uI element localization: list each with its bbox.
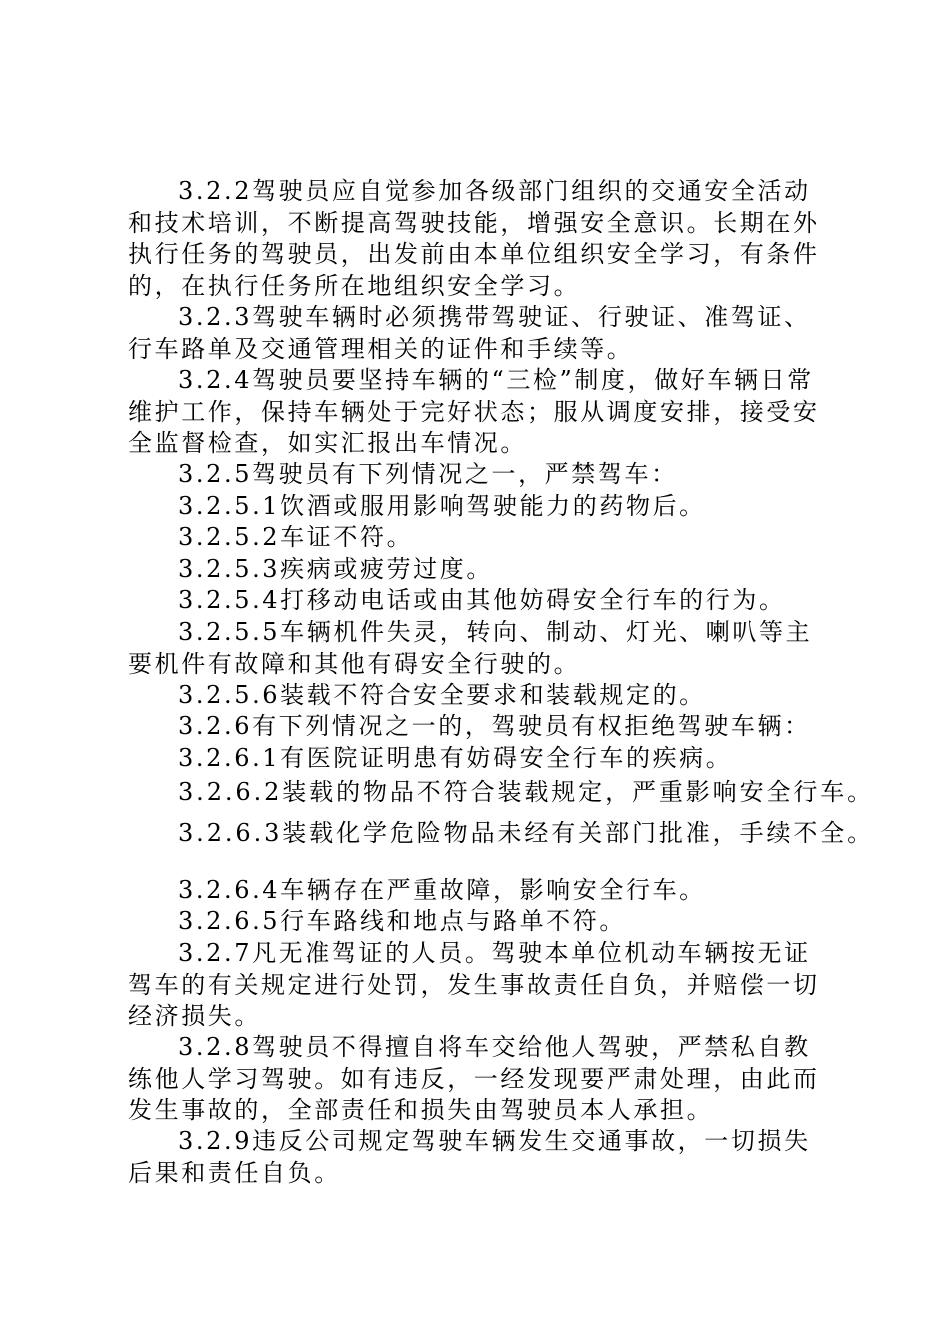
paragraph-3-2-6-1: 3.2.6.1有医院证明患有妨碍安全行车的疾病。	[178, 744, 733, 772]
paragraph-3-2-5: 3.2.5驾驶员有下列情况之一，严禁驾车：	[178, 460, 678, 488]
paragraph-3-2-2: 3.2.2驾驶员应自觉参加各级部门组织的交通安全活动和技术培训，不断提高驾驶技能，增强安全意识。长期在外执行任务的驾驶员，出发前由本单位组织安全学习，有条件的，在执行任务所在地组织安全学习。	[128, 177, 820, 300]
paragraph-3-2-6-4: 3.2.6.4车辆存在严重故障，影响安全行车。	[178, 876, 706, 904]
paragraph-3-2-5-1: 3.2.5.1饮酒或服用影响驾驶能力的药物后。	[178, 492, 706, 520]
paragraph-3-2-6-5: 3.2.6.5行车路线和地点与路单不符。	[178, 907, 626, 935]
paragraph-3-2-5-6: 3.2.5.6装载不符合安全要求和装载规定的。	[178, 681, 706, 709]
paragraph-3-2-5-2: 3.2.5.2车证不符。	[178, 523, 414, 551]
paragraph-3-2-5-5: 3.2.5.5车辆机件失灵，转向、制动、灯光、喇叭等主要机件有故障和其他有碍安全行驶的。	[128, 618, 813, 678]
paragraph-3-2-4: 3.2.4驾驶员要坚持车辆的“三检”制度，做好车辆日常维护工作，保持车辆处于完好状态；服从调度安排，接受安全监督检查，如实汇报出车情况。	[128, 366, 820, 457]
paragraph-3-2-5-4: 3.2.5.4打移动电话或由其他妨碍安全行车的行为。	[178, 586, 786, 614]
paragraph-3-2-9: 3.2.9违反公司规定驾驶车辆发生交通事故，一切损失后果和责任自负。	[128, 1127, 811, 1187]
paragraph-3-2-6: 3.2.6有下列情况之一的，驾驶员有权拒绝驾驶车辆：	[178, 712, 811, 740]
paragraph-3-2-5-3: 3.2.5.3疾病或疲劳过度。	[178, 555, 493, 583]
paragraph-3-2-7: 3.2.7凡无准驾证的人员。驾驶本单位机动车辆按无证驾车的有关规定进行处罚，发生事故责任自负，并赔偿一切经济损失。	[128, 939, 820, 1030]
paragraph-3-2-8: 3.2.8驾驶员不得擅自将车交给他人驾驶，严禁私自教练他人学习驾驶。如有违反，一经发现要严肃处理，由此而发生事故的，全部责任和损失由驾驶员本人承担。	[128, 1033, 820, 1124]
paragraph-3-2-3: 3.2.3驾驶车辆时必须携带驾驶证、行驶证、准驾证、行车路单及交通管理相关的证件和手续等。	[128, 303, 811, 363]
paragraph-3-2-6-2: 3.2.6.2装载的物品不符合装载规定，严重影响安全行车。	[178, 778, 875, 806]
paragraph-3-2-6-3: 3.2.6.3装载化学危险物品未经有关部门批准，手续不全。	[178, 819, 875, 847]
